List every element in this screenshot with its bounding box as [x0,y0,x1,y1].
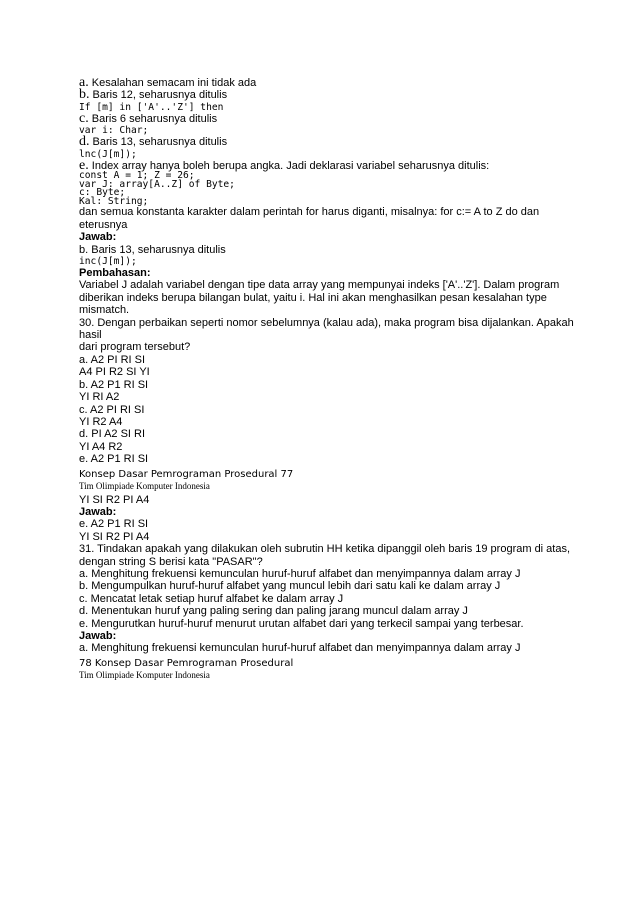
page-footer-title: 78 Konsep Dasar Pemrograman Prosedural [79,657,294,669]
option-line: b. Mengumpulkan huruf-huruf alfabet yang muncul lebih dari satu kali ke dalam array J [79,580,501,593]
option-letter: d. [79,134,90,150]
code-line: var J: array[A..Z] of Byte; [79,178,235,190]
code-line: inc(J[m]); [79,256,137,268]
option-line: YI RI A2 [79,391,120,404]
code-line: Kal: String; [79,195,149,207]
discussion-heading: Pembahasan: [79,267,151,280]
question-text: 31. Tindakan apakah yang dilakukan oleh subrutin HH ketika dipanggil oleh baris 19 program di atas, [79,543,571,556]
option-letter: e. [79,157,89,173]
option-line: YI R2 A4 [79,415,123,428]
answer-text: b. Baris 13, seharusnya ditulis [79,243,226,256]
page-footer-author: Tim Olimpiade Komputer Indonesia [79,480,210,491]
option-line: a. Menghitung frekuensi kemunculan huruf-huruf alfabet dan menyimpannya dalam array J [79,567,521,580]
option-line: e. Mengurutkan huruf-huruf menurut urutan alfabet dari yang terkecil sampai yang terbesar. [79,617,524,630]
option-line: d. Menentukan huruf yang paling sering dan paling jarang muncul dalam array J [79,605,468,618]
page-content [79,75,574,683]
answer-text: a. Menghitung frekuensi kemunculan huruf-huruf alfabet dan menyimpannya dalam array J [79,642,521,655]
code-line: If [m] in ['A'..'Z'] then [79,101,224,113]
code-line: c: Byte; [79,187,126,199]
question-text: hasil [79,329,102,342]
option-line: e. A2 P1 RI SI [79,453,149,466]
answer-heading: Jawab: [79,505,117,518]
option-text: Baris 13, seharusnya ditulis [89,136,228,149]
answer-text: e. A2 P1 RI SI [79,518,149,531]
text-line: dan semua konstanta karakter dalam perintah for harus diganti, misalnya: for c:= A to Z do dan [79,206,540,219]
option-line: d. PI A2 SI RI [79,428,146,441]
option-letter: b. [79,87,90,103]
option-text: Baris 6 seharusnya ditulis [88,112,218,125]
option-line: b. A2 P1 RI SI [79,378,149,391]
option-letter: a. [79,75,89,90]
option-line [79,89,569,101]
text-line: diberikan indeks berupa bilangan bulat, yaitu i. Hal ini akan menghasilkan pesan kesalahan type [79,291,547,304]
answer-text: YI SI R2 PI A4 [79,530,150,543]
option-line: c. A2 PI RI SI [79,403,145,416]
answer-heading: Jawab: [79,231,117,244]
option-text: Baris 12, seharusnya ditulis [89,89,228,102]
option-line [79,110,569,126]
option-line [79,136,569,148]
option-line: A4 PI R2 SI YI [79,366,150,379]
page-footer-title: Konsep Dasar Pemrograman Prosedural 77 [79,468,294,480]
option-line: YI A4 R2 [79,440,123,453]
question-text: dengan string S berisi kata "PASAR"? [79,555,263,568]
code-line: lnc(J[m]); [79,148,137,160]
option-line [79,77,569,89]
question-text: dari program tersebut? [79,341,191,354]
code-line: var i: Char; [79,125,149,137]
option-line: YI SI R2 PI A4 [79,493,150,506]
option-line: c. Mencatat letak setiap huruf alfabet ke dalam array J [79,592,344,605]
text-line: mismatch. [79,304,130,317]
question-text: 30. Dengan perbaikan seperti nomor sebelumnya (kalau ada), maka program bisa dijalankan. Apakah [79,316,574,329]
text-line: Variabel J adalah variabel dengan tipe data array yang mempunyai indeks ['A'..'Z']. Dalam program [79,279,560,292]
option-text: Kesalahan semacam ini tidak ada [88,77,257,89]
text-line: eterusnya [79,218,128,231]
option-line: a. A2 PI RI SI [79,353,146,366]
page-footer-author: Tim Olimpiade Komputer Indonesia [79,669,210,680]
answer-heading: Jawab: [79,630,117,642]
option-text: Index array hanya boleh berupa angka. Jadi deklarasi variabel seharusnya ditulis: [88,159,490,172]
option-letter: c. [79,110,89,126]
code-line: const A = 1; Z = 26; [79,170,195,182]
